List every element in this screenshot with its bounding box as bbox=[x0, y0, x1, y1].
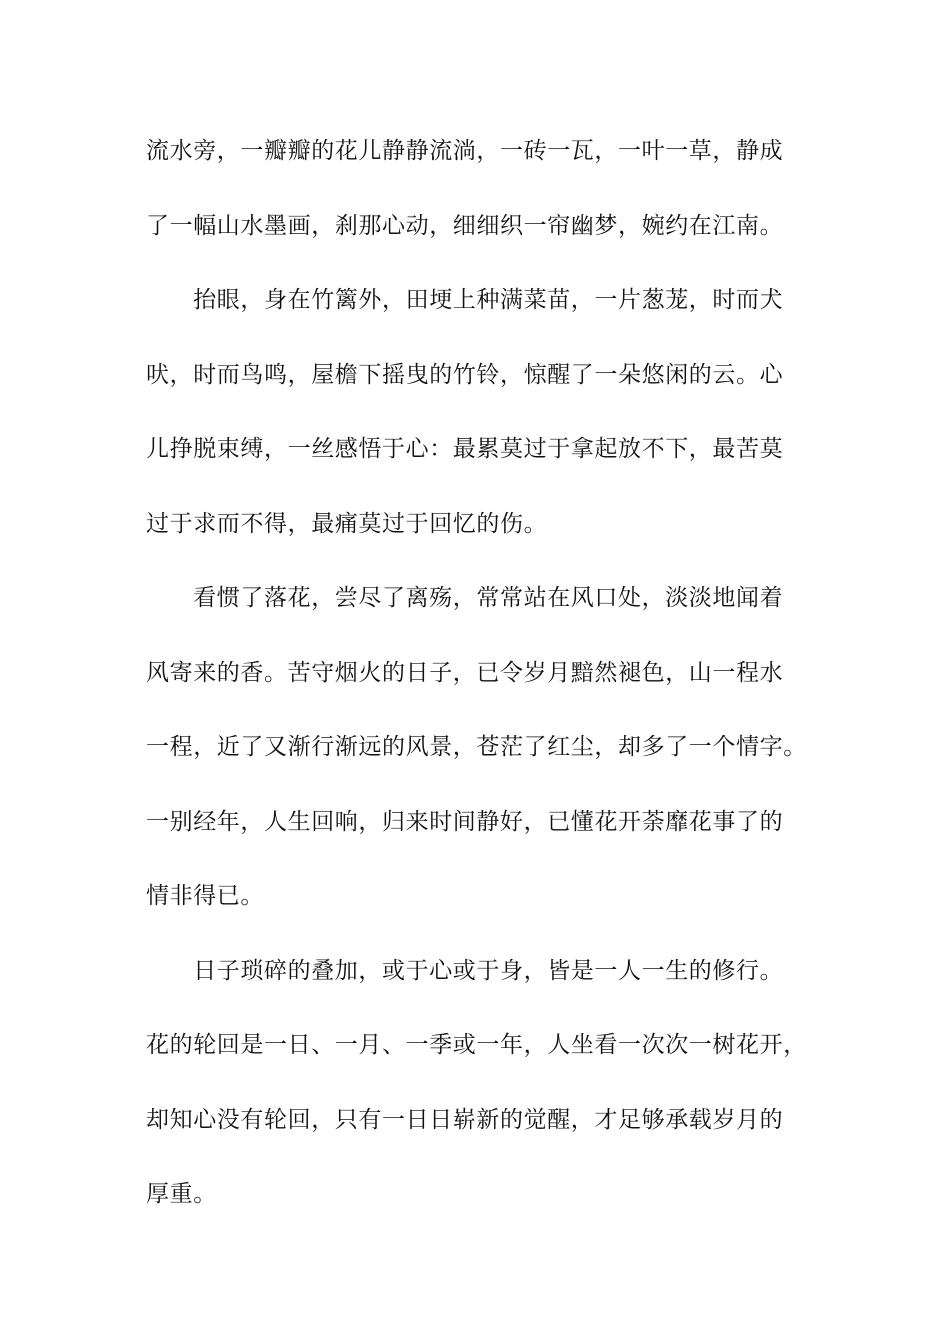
text-line: 了一幅山水墨画，刹那心动，细细织一帘幽梦，婉约在江南。 bbox=[146, 213, 784, 239]
text-line: 日子琐碎的叠加，或于心或于身，皆是一人一生的修行。 bbox=[146, 958, 784, 984]
text-line: 抬眼，身在竹篱外，田埂上种满菜苗，一片葱茏，时而犬 bbox=[146, 287, 784, 313]
text-line: 花的轮回是一日、一月、一季或一年，人坐看一次次一树花开， bbox=[146, 1032, 807, 1058]
text-line: 厚重。 bbox=[146, 1181, 217, 1207]
text-line: 情非得已。 bbox=[146, 883, 264, 909]
text-line: 吠，时而鸟鸣，屋檐下摇曳的竹铃，惊醒了一朵悠闲的云。心 bbox=[146, 362, 784, 388]
text-line: 看惯了落花，尝尽了离殇，常常站在风口处，淡淡地闻着 bbox=[146, 585, 784, 611]
text-line: 一别经年，人生回响，归来时间静好，已懂花开荼靡花事了的 bbox=[146, 809, 784, 835]
text-line: 儿挣脱束缚，一丝感悟于心：最累莫过于拿起放不下，最苦莫 bbox=[146, 436, 784, 462]
text-line: 却知心没有轮回，只有一日日崭新的觉醒，才足够承载岁月的 bbox=[146, 1107, 784, 1133]
text-line: 风寄来的香。苦守烟火的日子，已令岁月黯然褪色，山一程水 bbox=[146, 660, 784, 686]
text-line: 流水旁，一瓣瓣的花儿静静流淌，一砖一瓦，一叶一草，静成 bbox=[146, 138, 784, 164]
text-line: 过于求而不得，最痛莫过于回忆的伤。 bbox=[146, 511, 548, 537]
text-line: 一程，近了又渐行渐远的风景，苍茫了红尘，却多了一个情字。 bbox=[146, 734, 807, 760]
